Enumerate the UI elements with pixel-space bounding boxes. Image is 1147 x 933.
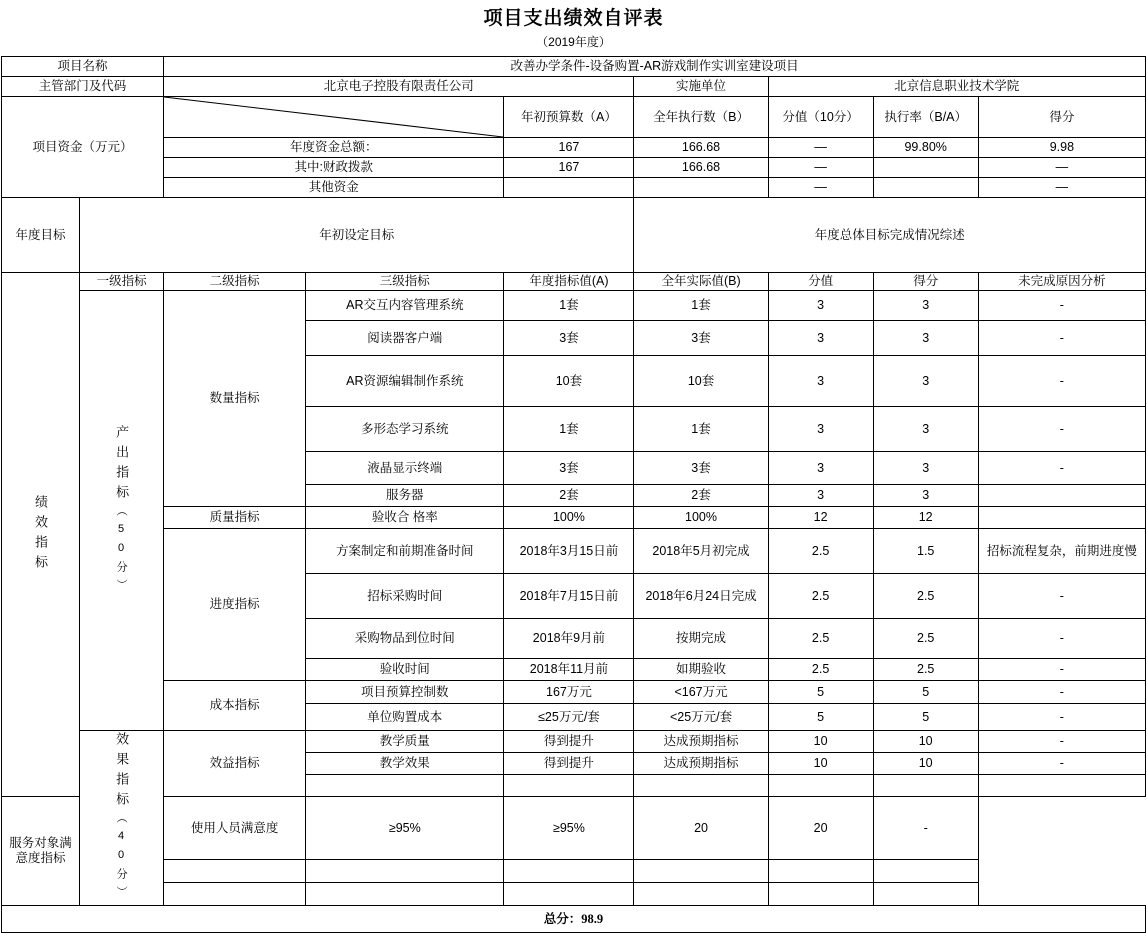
actual-value bbox=[504, 883, 634, 906]
funding-row-total bbox=[2, 138, 1146, 158]
score-value: 2.5 bbox=[873, 659, 978, 681]
score-value: 3 bbox=[873, 321, 978, 356]
level1-output-indicator: 产出指标（50分） bbox=[80, 291, 164, 731]
level1-effect-indicator: 效果指标（40分） bbox=[80, 731, 164, 906]
funding-budget-value: 167 bbox=[504, 158, 634, 178]
title-block bbox=[0, 0, 1147, 52]
actual-value: <167万元 bbox=[634, 681, 768, 704]
indicator-row bbox=[2, 731, 1146, 753]
target-value: 2套 bbox=[504, 485, 634, 507]
target-value: 1套 bbox=[504, 291, 634, 321]
weight-value: 3 bbox=[768, 407, 873, 452]
col-level3: 三级指标 bbox=[306, 273, 504, 291]
score-value bbox=[873, 775, 978, 797]
reason-value: - bbox=[978, 619, 1145, 659]
target-value: 10套 bbox=[504, 356, 634, 407]
level3-name: 多形态学习系统 bbox=[306, 407, 504, 452]
level3-name: 项目预算控制数 bbox=[306, 681, 504, 704]
target-value: 1套 bbox=[504, 407, 634, 452]
score-value: 5 bbox=[873, 681, 978, 704]
completion-summary-label: 年度总体目标完成情况综述 bbox=[814, 228, 965, 242]
initial-goals-label: 年初设定目标 bbox=[319, 228, 395, 242]
level3-name: 服务器 bbox=[306, 485, 504, 507]
score-value: 3 bbox=[873, 356, 978, 407]
target-value: 2018年7月15日前 bbox=[504, 574, 634, 619]
col-reason: 未完成原因分析 bbox=[978, 273, 1145, 291]
actual-value: 2套 bbox=[634, 485, 768, 507]
total-score-row bbox=[2, 906, 1146, 933]
weight-value: 5 bbox=[768, 704, 873, 731]
actual-value: 2018年5月初完成 bbox=[634, 529, 768, 574]
level3-name bbox=[164, 883, 306, 906]
weight-value: 3 bbox=[768, 356, 873, 407]
reason-value: - bbox=[978, 681, 1145, 704]
col-score: 得分 bbox=[873, 273, 978, 291]
project-name-row bbox=[2, 57, 1146, 77]
level2-quantity-indicator: 数量指标 bbox=[164, 291, 306, 507]
weight-value: 10 bbox=[768, 753, 873, 775]
level3-name: 教学质量 bbox=[306, 731, 504, 753]
reason-value: - bbox=[873, 797, 978, 860]
annual-goals-label: 年度目标 bbox=[2, 198, 80, 273]
target-value: 2018年3月15日前 bbox=[504, 529, 634, 574]
score-value: 12 bbox=[873, 507, 978, 529]
reason-value: - bbox=[978, 731, 1145, 753]
actual-value: 达成预期指标 bbox=[634, 753, 768, 775]
funding-score-value: 9.98 bbox=[978, 138, 1145, 158]
score-value: 10 bbox=[873, 731, 978, 753]
funding-col-score: 得分 bbox=[978, 97, 1145, 138]
indicator-row bbox=[2, 291, 1146, 321]
department-row bbox=[2, 77, 1146, 97]
reason-value bbox=[978, 775, 1145, 797]
indicator-row-empty bbox=[2, 860, 1146, 883]
actual-value bbox=[504, 860, 634, 883]
indicator-row-empty bbox=[2, 883, 1146, 906]
indicator-row bbox=[2, 507, 1146, 529]
funding-row-name: 其他资金 bbox=[164, 178, 504, 198]
weight-value: 2.5 bbox=[768, 619, 873, 659]
funding-row-name: 其中:财政拨款 bbox=[164, 158, 504, 178]
funding-budget-value bbox=[504, 178, 634, 198]
score-value bbox=[768, 860, 873, 883]
level3-name: 采购物品到位时间 bbox=[306, 619, 504, 659]
col-level2: 二级指标 bbox=[164, 273, 306, 291]
score-value: 2.5 bbox=[873, 574, 978, 619]
funding-row-fiscal bbox=[2, 158, 1146, 178]
score-value: 10 bbox=[873, 753, 978, 775]
initial-goals-cell bbox=[80, 198, 634, 273]
indicator-row bbox=[2, 797, 1146, 860]
level2-satisfaction-indicator: 服务对象满意度指标 bbox=[2, 797, 80, 906]
col-level1: 一级指标 bbox=[80, 273, 164, 291]
target-value: ≥95% bbox=[306, 797, 504, 860]
funding-col-rate: 执行率（B/A） bbox=[873, 97, 978, 138]
level3-name: 验收合 格率 bbox=[306, 507, 504, 529]
actual-value: 达成预期指标 bbox=[634, 731, 768, 753]
reason-value: - bbox=[978, 407, 1145, 452]
level3-name: 招标采购时间 bbox=[306, 574, 504, 619]
funding-rate-value bbox=[873, 158, 978, 178]
score-value: 1.5 bbox=[873, 529, 978, 574]
funding-weight-value: — bbox=[768, 138, 873, 158]
col-actual-value: 全年实际值(B) bbox=[634, 273, 768, 291]
col-weight: 分值 bbox=[768, 273, 873, 291]
reason-value bbox=[978, 485, 1145, 507]
reason-value: - bbox=[978, 659, 1145, 681]
funding-weight-value: — bbox=[768, 158, 873, 178]
reason-value: - bbox=[978, 753, 1145, 775]
level3-name: AR资源编辑制作系统 bbox=[306, 356, 504, 407]
target-value: ≤25万元/套 bbox=[504, 704, 634, 731]
funding-col-executed: 全年执行数（B） bbox=[634, 97, 768, 138]
weight-value: 3 bbox=[768, 485, 873, 507]
diagonal-divider-icon bbox=[164, 97, 503, 137]
actual-value: ≥95% bbox=[504, 797, 634, 860]
department-value: 北京电子控股有限责任公司 bbox=[164, 77, 634, 97]
weight-value: 2.5 bbox=[768, 659, 873, 681]
weight-value bbox=[634, 860, 768, 883]
actual-value: 如期验收 bbox=[634, 659, 768, 681]
score-value: 3 bbox=[873, 407, 978, 452]
target-value bbox=[504, 775, 634, 797]
annual-goals-row bbox=[2, 198, 1146, 273]
score-value: 3 bbox=[873, 485, 978, 507]
target-value: 得到提升 bbox=[504, 753, 634, 775]
target-value bbox=[306, 860, 504, 883]
weight-value: 2.5 bbox=[768, 574, 873, 619]
target-value: 100% bbox=[504, 507, 634, 529]
funding-score-value: — bbox=[978, 158, 1145, 178]
actual-value: 3套 bbox=[634, 452, 768, 485]
reason-value: - bbox=[978, 321, 1145, 356]
weight-value: 12 bbox=[768, 507, 873, 529]
level2-cost-indicator: 成本指标 bbox=[164, 681, 306, 731]
page-subtitle: （2019年度） bbox=[536, 35, 611, 49]
funding-score-value: — bbox=[978, 178, 1145, 198]
implementing-unit-value: 北京信息职业技术学院 bbox=[768, 77, 1145, 97]
funding-row-other bbox=[2, 178, 1146, 198]
reason-value: - bbox=[978, 356, 1145, 407]
score-value: 3 bbox=[873, 291, 978, 321]
level2-progress-indicator: 进度指标 bbox=[164, 529, 306, 681]
target-value: 2018年9月前 bbox=[504, 619, 634, 659]
level3-name: 验收时间 bbox=[306, 659, 504, 681]
reason-value bbox=[873, 860, 978, 883]
score-value: 20 bbox=[768, 797, 873, 860]
level3-name: 液晶显示终端 bbox=[306, 452, 504, 485]
actual-value: 10套 bbox=[634, 356, 768, 407]
target-value bbox=[306, 883, 504, 906]
level2-benefit-indicator: 效益指标 bbox=[164, 731, 306, 797]
target-value: 3套 bbox=[504, 452, 634, 485]
actual-value: 100% bbox=[634, 507, 768, 529]
department-label: 主管部门及代码 bbox=[2, 77, 164, 97]
weight-value bbox=[634, 883, 768, 906]
weight-value: 3 bbox=[768, 321, 873, 356]
reason-value: - bbox=[978, 574, 1145, 619]
reason-value: - bbox=[978, 704, 1145, 731]
actual-value bbox=[634, 775, 768, 797]
indicator-header-row bbox=[2, 273, 1146, 291]
actual-value: 1套 bbox=[634, 291, 768, 321]
actual-value: 按期完成 bbox=[634, 619, 768, 659]
target-value: 167万元 bbox=[504, 681, 634, 704]
level3-name: 教学效果 bbox=[306, 753, 504, 775]
score-value bbox=[768, 883, 873, 906]
level3-name: 阅读器客户端 bbox=[306, 321, 504, 356]
indicator-row bbox=[2, 529, 1146, 574]
weight-value: 2.5 bbox=[768, 529, 873, 574]
completion-summary-cell bbox=[634, 198, 1146, 273]
weight-value bbox=[768, 775, 873, 797]
evaluation-table bbox=[1, 56, 1146, 933]
reason-value bbox=[978, 507, 1145, 529]
project-name-value: 改善办学条件-设备购置-AR游戏制作实训室建设项目 bbox=[164, 57, 1146, 77]
level3-name: 单位购置成本 bbox=[306, 704, 504, 731]
reason-value bbox=[873, 883, 978, 906]
funding-budget-value: 167 bbox=[504, 138, 634, 158]
actual-value: 3套 bbox=[634, 321, 768, 356]
actual-value: 1套 bbox=[634, 407, 768, 452]
funding-executed-value: 166.68 bbox=[634, 138, 768, 158]
performance-indicator-label: 绩效指标 bbox=[2, 273, 80, 797]
indicator-row bbox=[2, 681, 1146, 704]
reason-value: 招标流程复杂，前期进度慢 bbox=[978, 529, 1145, 574]
reason-value: - bbox=[978, 452, 1145, 485]
score-value: 3 bbox=[873, 452, 978, 485]
weight-value: 10 bbox=[768, 731, 873, 753]
funding-weight-value: — bbox=[768, 178, 873, 198]
level3-name bbox=[164, 860, 306, 883]
page-title: 项目支出绩效自评表 bbox=[483, 8, 664, 29]
funding-rate-value: 99.80% bbox=[873, 138, 978, 158]
score-value: 2.5 bbox=[873, 619, 978, 659]
funding-rate-value bbox=[873, 178, 978, 198]
project-name-label: 项目名称 bbox=[2, 57, 164, 77]
target-value: 3套 bbox=[504, 321, 634, 356]
col-target-value: 年度指标值(A) bbox=[504, 273, 634, 291]
funding-executed-value: 166.68 bbox=[634, 158, 768, 178]
implementing-unit-label: 实施单位 bbox=[634, 77, 768, 97]
target-value: 2018年11月前 bbox=[504, 659, 634, 681]
level2-quality-indicator: 质量指标 bbox=[164, 507, 306, 529]
funding-diagonal-cell bbox=[164, 97, 504, 138]
funding-col-budget: 年初预算数（A） bbox=[504, 97, 634, 138]
level3-name: 使用人员满意度 bbox=[164, 797, 306, 860]
total-score-label: 总分：98.9 bbox=[2, 906, 1146, 933]
funding-row-label: 项目资金（万元） bbox=[2, 97, 164, 198]
level3-name: AR交互内容管理系统 bbox=[306, 291, 504, 321]
level3-name bbox=[306, 775, 504, 797]
funding-row-name: 年度资金总额： bbox=[164, 138, 504, 158]
weight-value: 20 bbox=[634, 797, 768, 860]
actual-value: 2018年6月24日完成 bbox=[634, 574, 768, 619]
weight-value: 3 bbox=[768, 291, 873, 321]
weight-value: 3 bbox=[768, 452, 873, 485]
funding-executed-value bbox=[634, 178, 768, 198]
reason-value: - bbox=[978, 291, 1145, 321]
level3-name: 方案制定和前期准备时间 bbox=[306, 529, 504, 574]
actual-value: <25万元/套 bbox=[634, 704, 768, 731]
target-value: 得到提升 bbox=[504, 731, 634, 753]
funding-header-row bbox=[2, 97, 1146, 138]
score-value: 5 bbox=[873, 704, 978, 731]
funding-col-weight: 分值（10分） bbox=[768, 97, 873, 138]
weight-value: 5 bbox=[768, 681, 873, 704]
